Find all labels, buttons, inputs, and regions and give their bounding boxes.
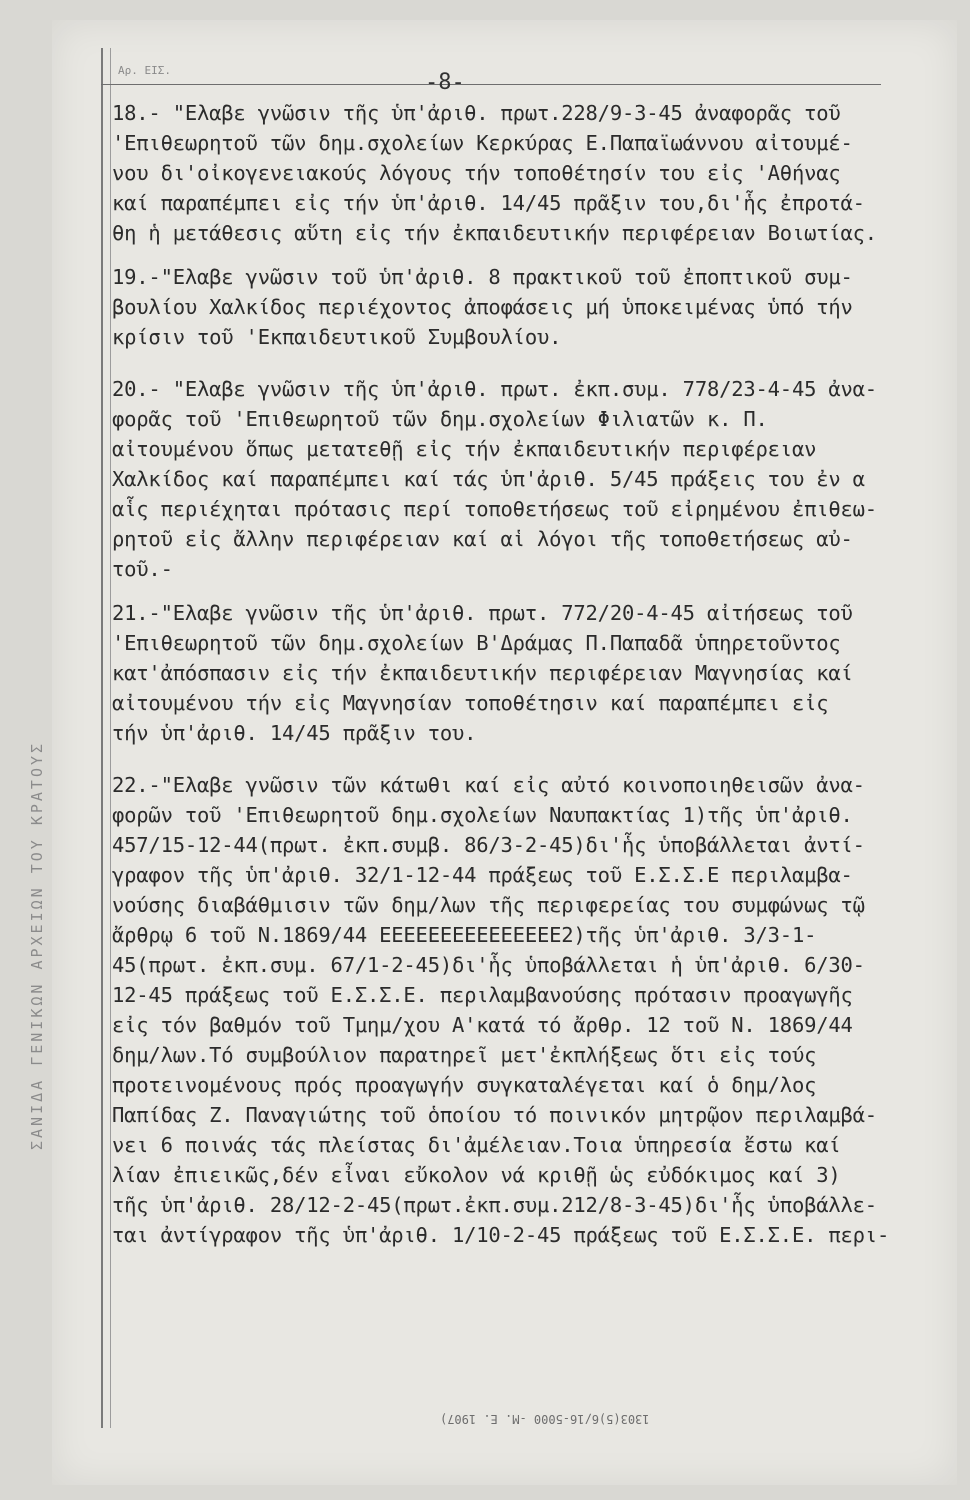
margin-line xyxy=(101,48,103,1428)
text-line: θη ἡ μετάθεσις αὕτη εἰς τήν ἐκπαιδευτικήν περιφέρειαν Βοιωτίας. xyxy=(112,221,877,245)
text-line: Χαλκίδος καί παραπέμπει καί τάς ὑπ'ἀριθ. 5/45 πράξεις του ἐν α xyxy=(112,467,865,491)
text-line: 12-45 πράξεως τοῦ Ε.Σ.Σ.Ε. περιλαμβανούσης πρότασιν προαγωγῆς xyxy=(112,983,853,1007)
paragraph-20 xyxy=(112,374,942,584)
top-rule xyxy=(101,84,881,85)
text-line: 45(πρωτ. ἐκπ.συμ. 67/1-2-45)δι'ἧς ὑποβάλλεται ἡ ὑπ'ἀριθ. 6/30- xyxy=(112,953,865,977)
paragraph-21 xyxy=(112,598,942,748)
text-line: βουλίου Χαλκίδος περιέχοντος ἀποφάσεις μή ὑποκειμένας ὑπό τήν xyxy=(112,295,853,319)
text-line: γραφον τῆς ὑπ'ἀριθ. 32/1-12-44 πράξεως τοῦ Ε.Σ.Σ.Ε περιλαμβα- xyxy=(112,863,853,887)
text-line: ται ἀντίγραφον τῆς ὑπ'ἀριθ. 1/10-2-45 πράξεως τοῦ Ε.Σ.Σ.Ε. περι- xyxy=(112,1223,890,1247)
text-line: φορῶν τοῦ 'Επιθεωρητοῦ δημ.σχολείων Ναυπακτίας 1)τῆς ὑπ'ἀριθ. xyxy=(112,803,853,827)
text-line: 21.-"Ελαβε γνῶσιν τῆς ὑπ'ἀριθ. πρωτ. 772/20-4-45 αἰτήσεως τοῦ xyxy=(112,601,853,625)
text-line: ρητοῦ εἰς ἄλλην περιφέρειαν καί αἱ λόγοι τῆς τοποθετήσεως αὐ- xyxy=(112,527,853,551)
text-line: αἷς περιέχηται πρότασις περί τοποθετήσεως τοῦ εἰρημένου ἐπιθεω- xyxy=(112,497,877,521)
text-line: νει 6 ποινάς τάς πλείστας δι'ἀμέλειαν.Τοια ὑπηρεσία ἔστω καί xyxy=(112,1133,841,1157)
margin-line-inner xyxy=(110,48,111,1428)
text-line: 18.- "Ελαβε γνῶσιν τῆς ὑπ'ἀριθ. πρωτ.228/9-3-45 ἀναφορᾶς τοῦ xyxy=(112,101,841,125)
text-line: τήν ὑπ'ἀριθ. 14/45 πρᾶξιν του. xyxy=(112,721,477,745)
text-line: Παπίδας Ζ. Παναγιώτης τοῦ ὁποίου τό ποινικόν μητρῷον περιλαμβά- xyxy=(112,1103,877,1127)
paragraph-22 xyxy=(112,770,942,1250)
text-line: 'Επιθεωρητοῦ τῶν δημ.σχολείων Κερκύρας Ε.Παπαϊωάννου αἰτουμέ- xyxy=(112,131,853,155)
text-line: νούσης διαβάθμισιν τῶν δημ/λων τῆς περιφερείας του συμφώνως τῷ xyxy=(112,893,865,917)
text-line: τῆς ὑπ'ἀριθ. 28/12-2-45(πρωτ.ἐκπ.συμ.212/8-3-45)δι'ἧς ὑποβάλλε- xyxy=(112,1193,877,1217)
text-line: κατ'ἀπόσπασιν εἰς τήν ἐκπαιδευτικήν περιφέρειαν Μαγνησίας καί xyxy=(112,661,853,685)
paragraph-18 xyxy=(112,98,942,248)
text-line: τοῦ.- xyxy=(112,557,173,581)
text-line: εἰς τόν βαθμόν τοῦ Τμημ/χου Α'κατά τό ἄρθρ. 12 τοῦ Ν. 1869/44 xyxy=(112,1013,853,1037)
text-line: 'Επιθεωρητοῦ τῶν δημ.σχολείων Β'Δράμας Π.Παπαδᾶ ὑπηρετοῦντος xyxy=(112,631,841,655)
text-line: 457/15-12-44(πρωτ. ἐκπ.συμβ. 86/3-2-45)δι'ἧς ὑποβάλλεται ἀντί- xyxy=(112,833,865,857)
text-line: αἰτουμένου ὅπως μετατεθῇ εἰς τήν ἐκπαιδευτικήν περιφέρειαν xyxy=(112,437,817,461)
text-line: 19.-"Ελαβε γνῶσιν τοῦ ὑπ'ἀριθ. 8 πρακτικοῦ τοῦ ἐποπτικοῦ συμ- xyxy=(112,265,853,289)
text-line: κρίσιν τοῦ 'Εκπαιδευτικοῦ Συμβουλίου. xyxy=(112,325,562,349)
paragraph-19 xyxy=(112,262,942,352)
side-stamp-text: ΣΑΝΙΔΑ ΓΕΝΙΚΩΝ ΑΡΧΕΙΩΝ ΤΟΥ ΚΡΑΤΟΥΣ xyxy=(28,740,46,1150)
text-line: νου δι'οἰκογενειακούς λόγους τήν τοποθέτησίν του εἰς 'Αθήνας xyxy=(112,161,841,185)
text-line: λίαν ἐπιεικῶς,δέν εἶναι εὔκολον νά κριθῇ ὡς εὐδόκιμος καί 3) xyxy=(112,1163,841,1187)
corner-mark: Αρ. ΕΙΣ. xyxy=(118,64,171,77)
text-line: 20.- "Ελαβε γνῶσιν τῆς ὑπ'ἀριθ. πρωτ. ἐκπ.συμ. 778/23-4-45 ἀνα- xyxy=(112,377,877,401)
text-line: 22.-"Ελαβε γνῶσιν τῶν κάτωθι καί εἰς αὐτό κοινοποιηθεισῶν ἀνα- xyxy=(112,773,865,797)
text-line: αἰτουμένου τήν εἰς Μαγνησίαν τοποθέτησιν καί παραπέμπει εἰς xyxy=(112,691,829,715)
footer-print-mark: 1303(5)6/16-5000 -Μ. Ε. 1907) xyxy=(440,1412,650,1426)
document-body xyxy=(112,98,942,1250)
text-line: δημ/λων.Τό συμβούλιον παρατηρεῖ μετ'ἐκπλήξεως ὅτι εἰς τούς xyxy=(112,1043,817,1067)
text-line: ἄρθρῳ 6 τοῦ Ν.1869/44 ΕΕΕΕΕΕΕΕΕΕΕΕΕΕΕ2)τῆς ὑπ'ἀριθ. 3/3-1- xyxy=(112,923,817,947)
page-number: -8- xyxy=(425,70,465,95)
text-line: προτεινομένους πρός προαγωγήν συγκαταλέγεται καί ὁ δημ/λος xyxy=(112,1073,817,1097)
text-line: φορᾶς τοῦ 'Επιθεωρητοῦ τῶν δημ.σχολείων Φιλιατῶν κ. Π. xyxy=(112,407,768,431)
text-line: καί παραπέμπει εἰς τήν ὑπ'ἀριθ. 14/45 πρᾶξιν του,δι'ἧς ἐπροτά- xyxy=(112,191,865,215)
